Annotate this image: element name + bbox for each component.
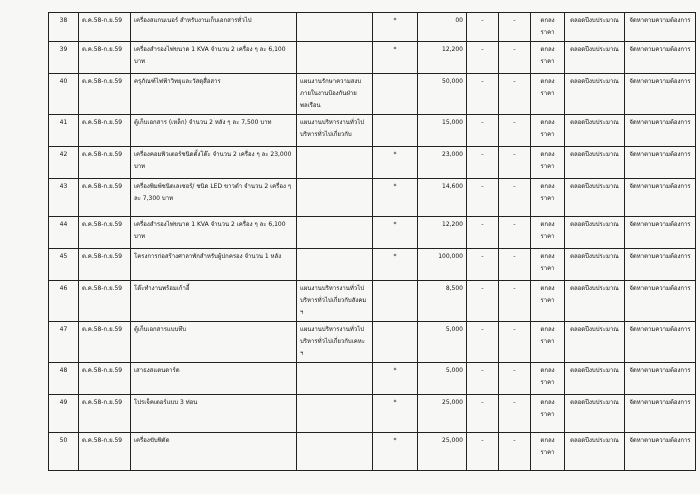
row-plan-program	[297, 217, 373, 249]
row-plan-program: แผนงานบริหารงานทั่วไป บริหารทั่วไปเกี่ยวกับ	[297, 115, 373, 147]
row-period: ตลอดปีงบประมาณ	[565, 147, 625, 179]
row-item-description: โต๊ะทำงานพร้อมเก้าอี้	[131, 281, 297, 322]
row-budget-amount: 5,000	[418, 322, 467, 363]
row-procurement-method: ตกลงราคา	[531, 42, 565, 74]
row-budget-amount: 23,000	[418, 147, 467, 179]
table-row	[49, 115, 696, 147]
row-item-description: โครงการก่อสร้างศาลาพักสำหรับผู้ปกครอง จำนวน 1 หลัง	[131, 249, 297, 281]
row-dash-2: -	[499, 249, 531, 281]
row-reason: จัดหาตามความต้องการ	[625, 179, 696, 217]
row-number: 45	[49, 249, 79, 281]
row-dash-2: -	[499, 74, 531, 115]
row-dash-1: -	[467, 179, 499, 217]
row-source-mark	[373, 74, 418, 115]
row-number: 49	[49, 395, 79, 433]
procurement-plan-table	[48, 12, 696, 471]
row-plan-program	[297, 433, 373, 471]
row-plan-program	[297, 363, 373, 395]
row-number: 42	[49, 147, 79, 179]
row-budget-amount: 25,000	[418, 395, 467, 433]
row-source-mark: *	[373, 433, 418, 471]
row-period: ตลอดปีงบประมาณ	[565, 433, 625, 471]
row-item-description: เสาธงสแตนดาร์ด	[131, 363, 297, 395]
row-date: ต.ค.58-ก.ย.59	[79, 249, 131, 281]
row-plan-program	[297, 13, 373, 42]
row-dash-2: -	[499, 281, 531, 322]
row-dash-1: -	[467, 147, 499, 179]
row-procurement-method: ตกลงราคา	[531, 147, 565, 179]
row-source-mark: *	[373, 395, 418, 433]
row-dash-1: -	[467, 395, 499, 433]
row-period: ตลอดปีงบประมาณ	[565, 115, 625, 147]
row-date: ต.ค.58-ก.ย.59	[79, 363, 131, 395]
row-number: 50	[49, 433, 79, 471]
row-item-description: ครุภัณฑ์ไฟฟ้าวิทยุและวัสดุสื่อสาร	[131, 74, 297, 115]
row-dash-2: -	[499, 322, 531, 363]
row-date: ต.ค.58-ก.ย.59	[79, 115, 131, 147]
row-dash-2: -	[499, 115, 531, 147]
row-number: 48	[49, 363, 79, 395]
row-dash-2: -	[499, 13, 531, 42]
row-dash-2: -	[499, 147, 531, 179]
row-period: ตลอดปีงบประมาณ	[565, 179, 625, 217]
row-dash-2: -	[499, 42, 531, 74]
row-source-mark: *	[373, 217, 418, 249]
row-dash-1: -	[467, 13, 499, 42]
table-row	[49, 42, 696, 74]
row-dash-1: -	[467, 322, 499, 363]
row-budget-amount: 15,000	[418, 115, 467, 147]
row-reason: จัดหาตามความต้องการ	[625, 42, 696, 74]
row-item-description: ตู้เก็บเอกสารแบบทึบ	[131, 322, 297, 363]
row-reason: จัดหาตามความต้องการ	[625, 249, 696, 281]
row-budget-amount: 25,000	[418, 433, 467, 471]
row-period: ตลอดปีงบประมาณ	[565, 217, 625, 249]
row-date: ต.ค.58-ก.ย.59	[79, 179, 131, 217]
table-row	[49, 249, 696, 281]
row-item-description: โปรเจ็คเตอร์แบบ 3 ท่อน	[131, 395, 297, 433]
row-plan-program: แผนงานบริหารงานทั่วไป บริหารทั่วไปเกี่ยวกับสังคม ฯ	[297, 281, 373, 322]
row-dash-1: -	[467, 249, 499, 281]
row-plan-program	[297, 42, 373, 74]
row-dash-2: -	[499, 179, 531, 217]
row-procurement-method: ตกลงราคา	[531, 217, 565, 249]
row-source-mark	[373, 281, 418, 322]
row-date: ต.ค.58-ก.ย.59	[79, 147, 131, 179]
row-procurement-method: ตกลงราคา	[531, 13, 565, 42]
row-period: ตลอดปีงบประมาณ	[565, 395, 625, 433]
row-number: 41	[49, 115, 79, 147]
table-row	[49, 217, 696, 249]
row-dash-2: -	[499, 363, 531, 395]
row-source-mark: *	[373, 147, 418, 179]
row-period: ตลอดปีงบประมาณ	[565, 42, 625, 74]
row-budget-amount: 14,600	[418, 179, 467, 217]
row-source-mark: *	[373, 363, 418, 395]
row-dash-1: -	[467, 217, 499, 249]
row-number: 40	[49, 74, 79, 115]
row-reason: จัดหาตามความต้องการ	[625, 147, 696, 179]
row-budget-amount: 12,200	[418, 217, 467, 249]
row-date: ต.ค.58-ก.ย.59	[79, 217, 131, 249]
row-period: ตลอดปีงบประมาณ	[565, 322, 625, 363]
row-plan-program	[297, 179, 373, 217]
row-period: ตลอดปีงบประมาณ	[565, 281, 625, 322]
row-reason: จัดหาตามความต้องการ	[625, 281, 696, 322]
row-budget-amount: 00	[418, 13, 467, 42]
row-reason: จัดหาตามความต้องการ	[625, 363, 696, 395]
row-date: ต.ค.58-ก.ย.59	[79, 74, 131, 115]
row-procurement-method: ตกลงราคา	[531, 281, 565, 322]
row-dash-1: -	[467, 281, 499, 322]
row-dash-1: -	[467, 115, 499, 147]
row-dash-1: -	[467, 42, 499, 74]
table-row	[49, 395, 696, 433]
row-item-description: เครื่องสำรองไฟขนาด 1 KVA จำนวน 2 เครื่อง ๆ ละ 6,100 บาท	[131, 42, 297, 74]
row-budget-amount: 50,000	[418, 74, 467, 115]
table-row	[49, 74, 696, 115]
row-reason: จัดหาตามความต้องการ	[625, 433, 696, 471]
table-row	[49, 179, 696, 217]
row-procurement-method: ตกลงราคา	[531, 249, 565, 281]
row-source-mark	[373, 115, 418, 147]
row-procurement-method: ตกลงราคา	[531, 115, 565, 147]
row-reason: จัดหาตามความต้องการ	[625, 395, 696, 433]
row-date: ต.ค.58-ก.ย.59	[79, 433, 131, 471]
row-source-mark	[373, 322, 418, 363]
table-row	[49, 147, 696, 179]
row-dash-2: -	[499, 217, 531, 249]
row-dash-1: -	[467, 74, 499, 115]
row-procurement-method: ตกลงราคา	[531, 322, 565, 363]
row-reason: จัดหาตามความต้องการ	[625, 115, 696, 147]
table-row	[49, 281, 696, 322]
row-procurement-method: ตกลงราคา	[531, 179, 565, 217]
row-date: ต.ค.58-ก.ย.59	[79, 281, 131, 322]
row-plan-program	[297, 147, 373, 179]
row-procurement-method: ตกลงราคา	[531, 74, 565, 115]
row-item-description: เครื่องพิมพ์ชนิดเลเซอร์/ ชนิด LED ขาวดำ จำนวน 2 เครื่อง ๆ ละ 7,300 บาท	[131, 179, 297, 217]
row-dash-1: -	[467, 433, 499, 471]
row-procurement-method: ตกลงราคา	[531, 395, 565, 433]
row-budget-amount: 8,500	[418, 281, 467, 322]
table-row	[49, 363, 696, 395]
row-period: ตลอดปีงบประมาณ	[565, 363, 625, 395]
row-number: 47	[49, 322, 79, 363]
row-date: ต.ค.58-ก.ย.59	[79, 395, 131, 433]
row-reason: จัดหาตามความต้องการ	[625, 322, 696, 363]
row-reason: จัดหาตามความต้องการ	[625, 13, 696, 42]
row-dash-1: -	[467, 363, 499, 395]
row-source-mark: *	[373, 179, 418, 217]
row-plan-program: แผนงานรักษาความสงบ ภายในงานป้องกันฝ่ายพลเรือน	[297, 74, 373, 115]
row-date: ต.ค.58-ก.ย.59	[79, 13, 131, 42]
row-reason: จัดหาตามความต้องการ	[625, 217, 696, 249]
table-row	[49, 433, 696, 471]
row-item-description: เครื่องคอมพิวเตอร์ชนิดตั้งโต๊ะ จำนวน 2 เครื่อง ๆ ละ 23,000 บาท	[131, 147, 297, 179]
row-budget-amount: 100,000	[418, 249, 467, 281]
row-budget-amount: 12,200	[418, 42, 467, 74]
row-number: 39	[49, 42, 79, 74]
row-period: ตลอดปีงบประมาณ	[565, 249, 625, 281]
row-item-description: ตู้เก็บเอกสาร (เหล็ก) จำนวน 2 หลัง ๆ ละ 7,500 บาท	[131, 115, 297, 147]
row-number: 46	[49, 281, 79, 322]
row-procurement-method: ตกลงราคา	[531, 433, 565, 471]
row-number: 38	[49, 13, 79, 42]
row-dash-2: -	[499, 433, 531, 471]
row-period: ตลอดปีงบประมาณ	[565, 13, 625, 42]
row-source-mark: *	[373, 13, 418, 42]
row-number: 43	[49, 179, 79, 217]
table-row	[49, 13, 696, 42]
row-source-mark: *	[373, 42, 418, 74]
row-procurement-method: ตกลงราคา	[531, 363, 565, 395]
table-row	[49, 322, 696, 363]
row-plan-program: แผนงานบริหารงานทั่วไป บริหารทั่วไปเกี่ยวกับเคหะ ฯ	[297, 322, 373, 363]
row-reason: จัดหาตามความต้องการ	[625, 74, 696, 115]
row-budget-amount: 5,000	[418, 363, 467, 395]
row-item-description: เครื่องสแกนเนอร์ สำหรับงานเก็บเอกสารทั่วไป	[131, 13, 297, 42]
row-period: ตลอดปีงบประมาณ	[565, 74, 625, 115]
row-plan-program	[297, 249, 373, 281]
row-date: ต.ค.58-ก.ย.59	[79, 42, 131, 74]
row-dash-2: -	[499, 395, 531, 433]
row-date: ต.ค.58-ก.ย.59	[79, 322, 131, 363]
row-source-mark: *	[373, 249, 418, 281]
row-item-description: เครื่องขับพิตัด	[131, 433, 297, 471]
row-plan-program	[297, 395, 373, 433]
row-number: 44	[49, 217, 79, 249]
row-item-description: เครื่องสำรองไฟขนาด 1 KVA จำนวน 2 เครื่อง ๆ ละ 6,100 บาท	[131, 217, 297, 249]
